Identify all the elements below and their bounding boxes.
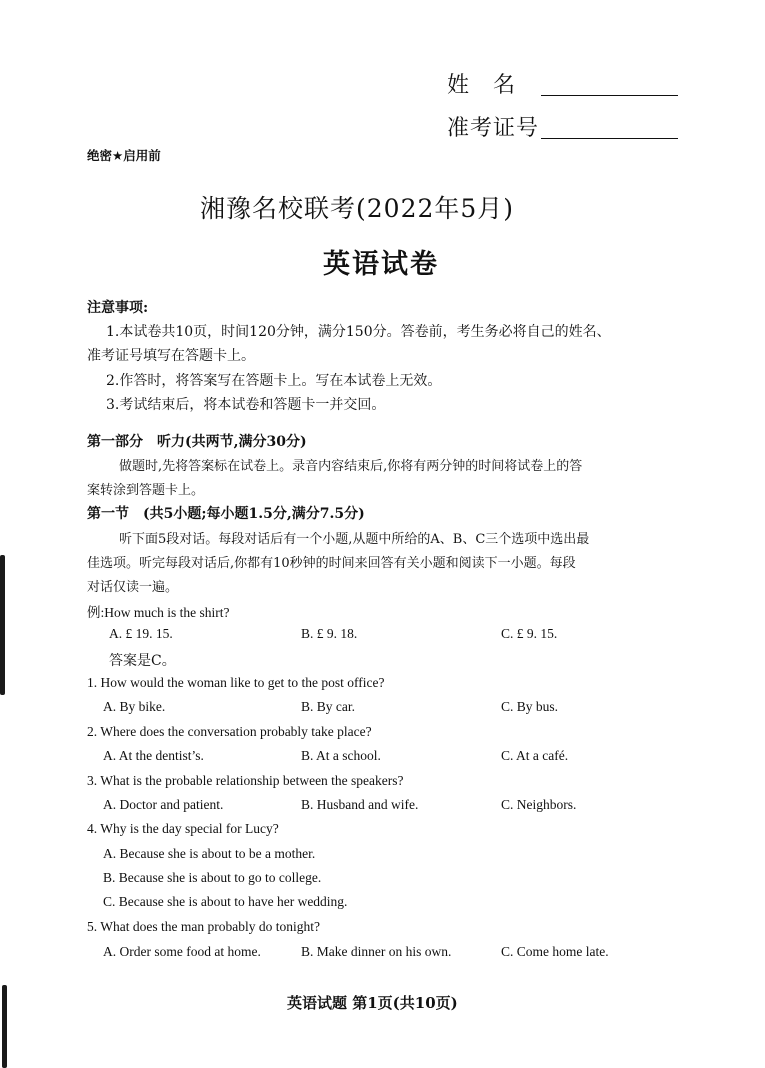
exam-id-field[interactable] bbox=[541, 138, 678, 139]
section1-heading: 第一节 (共5小题;每小题1.5分,满分7.5分) bbox=[87, 506, 365, 522]
option-a[interactable]: A. Doctor and patient. bbox=[103, 797, 224, 812]
part1-heading: 第一部分 听力(共两节,满分30分) bbox=[87, 434, 307, 450]
question-stem: 2. Where does the conversation probably take place? bbox=[87, 724, 372, 739]
option-c[interactable]: C. At a café. bbox=[501, 748, 569, 763]
option-a[interactable]: A. Order some food at home. bbox=[103, 944, 261, 959]
scan-edge-mark bbox=[2, 985, 7, 1068]
option-a[interactable]: A. By bike. bbox=[103, 699, 166, 714]
option-c[interactable]: C. Neighbors. bbox=[501, 797, 577, 812]
example-question: 例:How much is the shirt? bbox=[87, 605, 230, 620]
example-option-b: B. £ 9. 18. bbox=[301, 626, 358, 641]
part1-instruction: 做题时,先将答案标在试卷上。录音内容结束后,你将有两分钟的时间将试卷上的答 bbox=[119, 459, 583, 474]
name-field[interactable] bbox=[541, 95, 678, 96]
notes-item: 1.本试卷共10页，时间120分钟，满分150分。答卷前，考生务必将自己的姓名、 bbox=[106, 324, 611, 340]
option-b[interactable]: B. Because she is about to go to college. bbox=[103, 870, 322, 885]
part1-instruction: 案转涂到答题卡上。 bbox=[87, 483, 205, 498]
page-footer: 英语试题 第1页(共10页) bbox=[287, 994, 458, 1012]
question-stem: 3. What is the probable relationship between the speakers? bbox=[87, 773, 404, 788]
section1-instruction: 对话仅读一遍。 bbox=[87, 580, 179, 595]
option-b[interactable]: B. Make dinner on his own. bbox=[301, 944, 452, 959]
example-answer: 答案是C。 bbox=[109, 653, 176, 669]
exam-id-label: 准考证号 bbox=[447, 116, 540, 141]
notes-item: 2.作答时，将答案写在答题卡上。写在本试卷上无效。 bbox=[106, 373, 442, 389]
subject-title: 英语试卷 bbox=[323, 249, 439, 280]
notes-item: 准考证号填写在答题卡上。 bbox=[87, 348, 255, 364]
exam-title: 湘豫名校联考(2022年5月) bbox=[200, 194, 515, 223]
name-label: 姓 名 bbox=[447, 73, 517, 98]
notes-title: 注意事项: bbox=[87, 300, 149, 316]
section1-instruction: 佳选项。听完每段对话后,你都有10秒钟的时间来回答有关小题和阅读下一小题。每段 bbox=[87, 556, 576, 571]
section1-instruction: 听下面5段对话。每段对话后有一个小题,从题中所给的A、B、C三个选项中选出最 bbox=[119, 532, 590, 547]
option-a[interactable]: A. Because she is about to be a mother. bbox=[103, 846, 316, 861]
scan-edge-mark bbox=[0, 555, 5, 695]
question-stem: 1. How would the woman like to get to the post office? bbox=[87, 675, 385, 690]
example-option-a: A. £ 19. 15. bbox=[109, 626, 173, 641]
secret-mark: 绝密★启用前 bbox=[87, 148, 161, 163]
option-c[interactable]: C. By bus. bbox=[501, 699, 559, 714]
option-a[interactable]: A. At the dentist’s. bbox=[103, 748, 204, 763]
example-option-c: C. £ 9. 15. bbox=[501, 626, 558, 641]
option-b[interactable]: B. At a school. bbox=[301, 748, 381, 763]
question-stem: 4. Why is the day special for Lucy? bbox=[87, 821, 279, 836]
option-c[interactable]: C. Come home late. bbox=[501, 944, 609, 959]
option-c[interactable]: C. Because she is about to have her wedding. bbox=[103, 894, 348, 909]
question-stem: 5. What does the man probably do tonight? bbox=[87, 919, 320, 934]
option-b[interactable]: B. Husband and wife. bbox=[301, 797, 419, 812]
option-b[interactable]: B. By car. bbox=[301, 699, 355, 714]
notes-item: 3.考试结束后，将本试卷和答题卡一并交回。 bbox=[106, 397, 386, 413]
